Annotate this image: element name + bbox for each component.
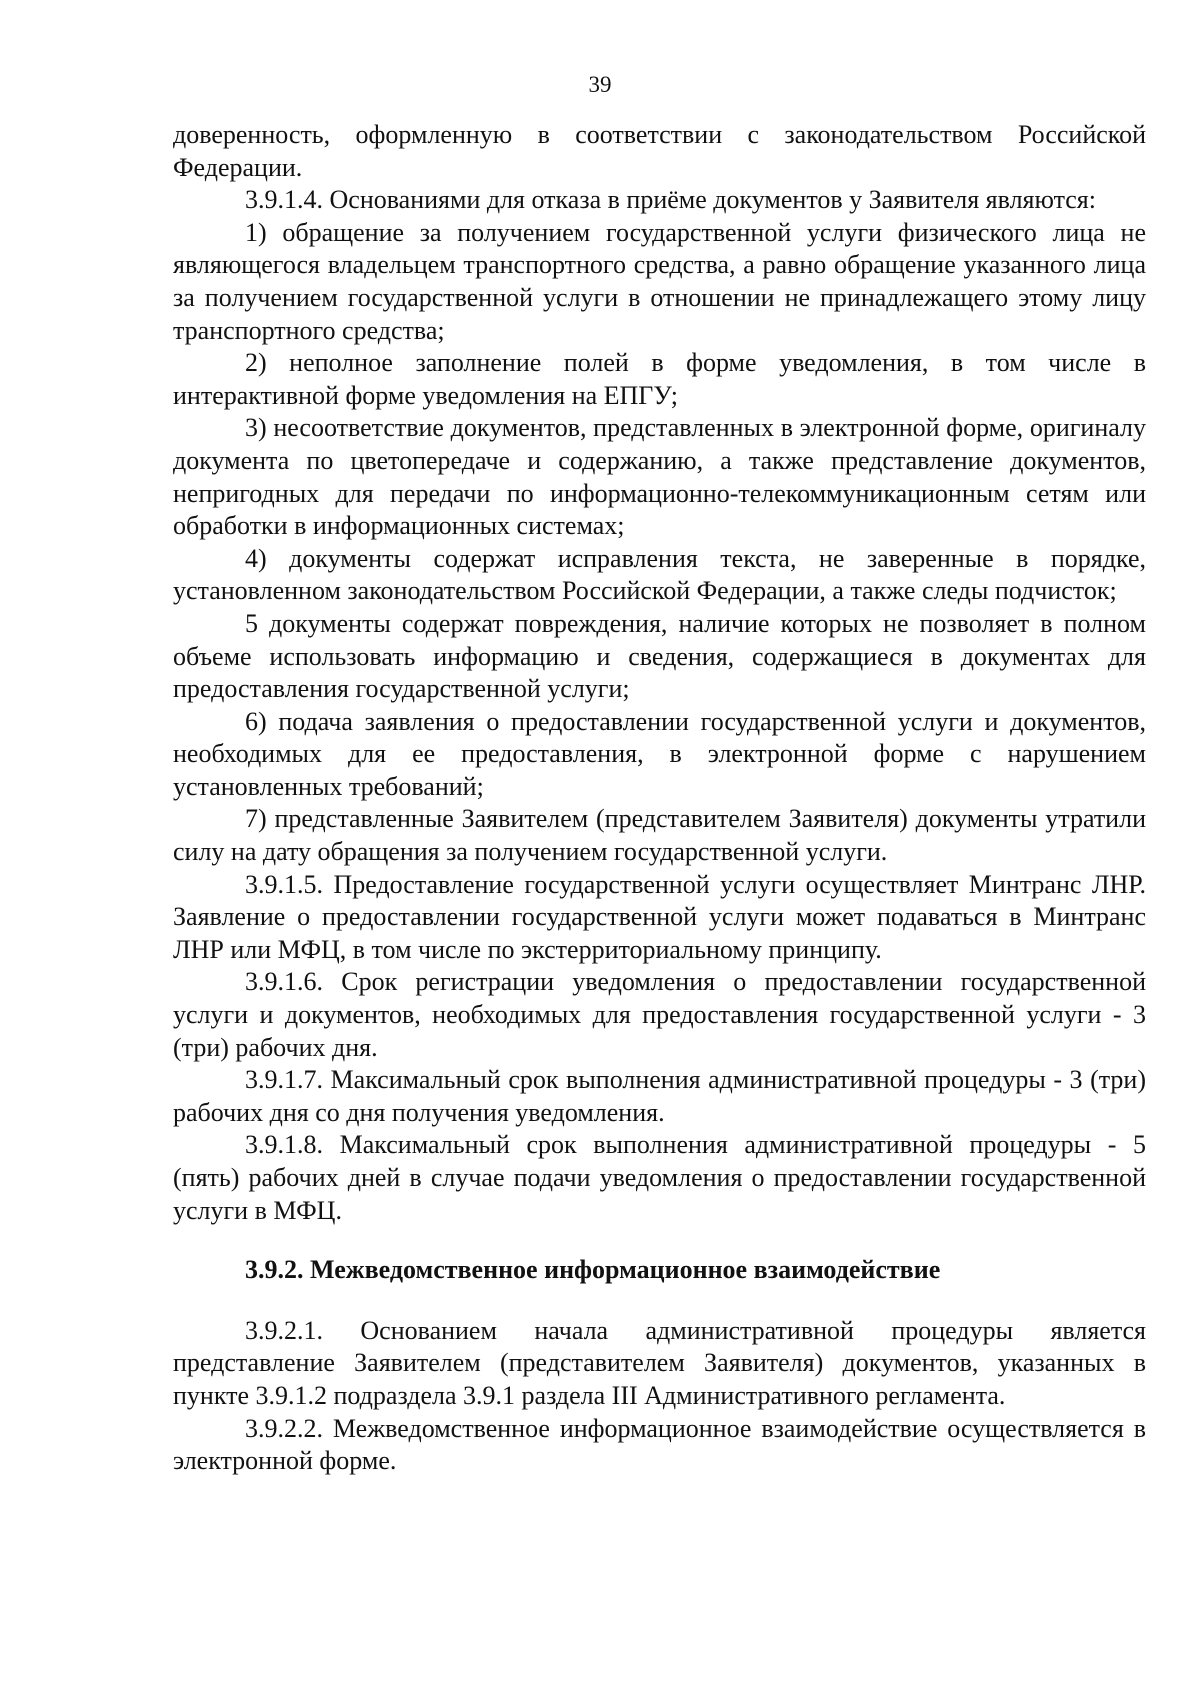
paragraph: 3.9.2.2. Межведомственное информационное взаимодействие осуществляется в электронной форме. (173, 1413, 1146, 1476)
list-item: 3) несоответствие документов, представленных в электронной форме, оригиналу документа по цветопередаче и содержанию, а также представление документов, непригодных для передачи по информационно-телекоммуникационным сетям или обработки в информационных системах; (173, 413, 1146, 541)
paragraph: 3.9.2.1. Основанием начала административной процедуры является представление Заявителем (представителем Заявителя) документов, указанных в пункте 3.9.1.2 подраздела 3.9.1 раздела III Административного регламента. (173, 1315, 1146, 1410)
document-body (173, 119, 1146, 1478)
list-item: 2) неполное заполнение полей в форме уведомления, в том числе в интерактивной форме уведомления на ЕПГУ; (173, 348, 1146, 410)
paragraph: 3.9.1.5. Предоставление государственной услуги осуществляет Минтранс ЛНР. Заявление о предоставлении государственной услуги может подаваться в Минтранс ЛНР или МФЦ, в том числе по экстерриториальному принципу. (173, 869, 1146, 964)
list-item: 6) подача заявления о предоставлении государственной услуги и документов, необходимых для ее предоставления, в электронной форме с нарушением установленных требований; (173, 706, 1146, 801)
paragraph: 3.9.1.4. Основаниями для отказа в приёме документов у Заявителя являются: (245, 185, 1096, 215)
list-item: 1) обращение за получением государственной услуги физического лица не являющегося владельцем транспортного средства, а равно обращение указанного лица за получением государственной услуги в отношении не принадлежащего этому лицу транспортного средства; (173, 217, 1146, 345)
paragraph: 3.9.1.6. Срок регистрации уведомления о предоставлении государственной услуги и документов, необходимых для предоставления государственной услуги - 3 (три) рабочих дня. (173, 967, 1146, 1062)
list-item: 4) документы содержат исправления текста, не заверенные в порядке, установленном законодательством Российской Федерации, а также следы подчисток; (173, 543, 1146, 606)
section-heading: 3.9.2. Межведомственное информационное взаимодействие (245, 1255, 941, 1285)
list-item: 7) представленные Заявителем (представителем Заявителя) документы утратили силу на дату обращения за получением государственной услуги. (173, 804, 1146, 867)
page-number: 39 (588, 72, 612, 97)
paragraph: доверенность, оформленную в соответствии с законодательством Российской Федерации. (173, 120, 1146, 182)
list-item: 5 документы содержат повреждения, наличие которых не позволяет в полном объеме использовать информацию и сведения, содержащиеся в документах для предоставления государственной услуги; (173, 608, 1146, 704)
paragraph: 3.9.1.8. Максимальный срок выполнения административной процедуры - 5 (пять) рабочих дней в случае подачи уведомления о предоставлении государственной услуги в МФЦ. (173, 1130, 1146, 1225)
paragraph: 3.9.1.7. Максимальный срок выполнения административной процедуры - 3 (три) рабочих дня со дня получения уведомления. (173, 1065, 1146, 1127)
